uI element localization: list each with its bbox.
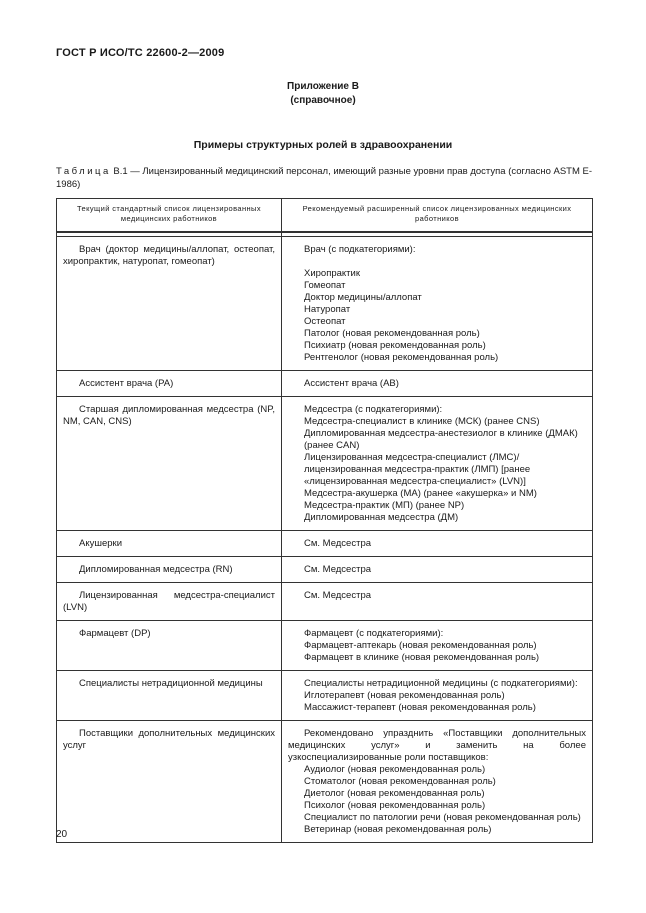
recommended-role-cell — [282, 583, 593, 621]
current-role-cell: Поставщики дополнительных медицинских услуг — [57, 721, 282, 843]
subcategory-item: Психиатр (новая рекомендованная роль) — [304, 340, 486, 351]
recommended-role-cell — [282, 237, 593, 371]
recommended-role-title: Врач (с подкатегориями): — [304, 244, 416, 255]
current-role-cell: Специалисты нетрадиционной медицины — [57, 671, 282, 721]
subcategory-item: Остеопат — [304, 316, 346, 327]
appendix-subtitle: (справочное) — [290, 95, 356, 106]
current-role-cell: Фармацевт (DP) — [57, 621, 282, 671]
caption-text: В.1 — Лицензированный медицинский персонал, имеющий разные уровни прав доступа (согласно ASTM E-1986) — [56, 166, 593, 190]
current-role-cell: Лицензированная медсестра-специалист (LVN) — [57, 583, 282, 621]
subcategory-item: Медсестра-практик (МП) (ранее NP) — [304, 500, 465, 511]
current-role-cell: Дипломированная медсестра (RN) — [57, 557, 282, 583]
table-row — [57, 721, 593, 843]
table-body — [57, 232, 593, 843]
caption-label: Таблица — [56, 166, 111, 177]
subcategory-item: Натуропат — [304, 304, 351, 315]
table-row — [57, 621, 593, 671]
subcategory-item: Аудиолог (новая рекомендованная роль) — [304, 764, 486, 775]
recommended-role-title: См. Медсестра — [304, 564, 372, 575]
table-row — [57, 237, 593, 371]
recommended-role-cell — [282, 621, 593, 671]
subcategory-item: Стоматолог (новая рекомендованная роль) — [304, 776, 496, 787]
recommended-role-cell — [282, 671, 593, 721]
recommended-role-cell — [282, 531, 593, 557]
document-header: ГОСТ Р ИСО/ТС 22600-2—2009 — [56, 47, 225, 59]
appendix-title: Приложение В — [287, 81, 359, 92]
subcategory-item: Дипломированная медсестра-анестезиолог в клинике (ДМАК) (ранее CAN) — [304, 428, 578, 451]
recommended-role-title: Рекомендовано упразднить «Поставщики дополнительных медицинских услуг» и заменить на более узкоспециализированные роли поставщиков: — [288, 728, 586, 763]
recommended-role-cell — [282, 371, 593, 397]
table-caption — [56, 165, 596, 191]
column-header-recommended: Рекомендуемый расширенный список лицензированных медицинских работников — [282, 199, 593, 233]
section-title: Примеры структурных ролей в здравоохранении — [193, 139, 453, 151]
table-row — [57, 531, 593, 557]
subcategory-item: Специалист по патологии речи (новая рекомендованная роль) — [304, 812, 581, 823]
table-row — [57, 557, 593, 583]
table-row — [57, 671, 593, 721]
recommended-role-title: Фармацевт (с подкатегориями): — [304, 628, 444, 639]
table-row — [57, 583, 593, 621]
current-role-cell: Врач (доктор медицины/аллопат, остеопат, хиропрактик, натуропат, гомеопат) — [57, 237, 282, 371]
subcategory-item: Медсестра-акушерка (МА) (ранее «акушерка» и NM) — [304, 488, 537, 499]
table-row — [57, 397, 593, 531]
recommended-role-title: См. Медсестра — [304, 590, 372, 601]
subcategory-item: Ветеринар (новая рекомендованная роль) — [304, 824, 492, 835]
roles-table — [56, 198, 593, 843]
subcategory-item: Доктор медицины/аллопат — [304, 292, 422, 303]
recommended-role-title: Ассистент врача (AB) — [304, 378, 399, 389]
column-header-current: Текущий стандартный список лицензированных медицинских работников — [57, 199, 282, 233]
subcategory-item: Психолог (новая рекомендованная роль) — [304, 800, 486, 811]
subcategory-item: Медсестра-специалист в клинике (МСК) (ранее CNS) — [304, 416, 540, 427]
spacer — [288, 256, 586, 268]
subcategory-item: Фармацевт-аптекарь (новая рекомендованная роль) — [304, 640, 537, 651]
subcategory-item: Фармацевт в клинике (новая рекомендованная роль) — [304, 652, 540, 663]
appendix-heading — [0, 80, 646, 108]
subcategory-item: Гомеопат — [304, 280, 346, 291]
recommended-role-title: Медсестра (с подкатегориями): — [304, 404, 443, 415]
subcategory-item: Дипломированная медсестра (ДМ) — [304, 512, 459, 523]
recommended-role-title: См. Медсестра — [304, 538, 372, 549]
subcategory-item: Массажист-терапевт (новая рекомендованная роль) — [304, 702, 536, 713]
subcategory-item: Иглотерапевт (новая рекомендованная роль) — [304, 690, 505, 701]
table-row — [57, 371, 593, 397]
recommended-role-cell — [282, 397, 593, 531]
subcategory-item: Патолог (новая рекомендованная роль) — [304, 328, 480, 339]
recommended-role-cell — [282, 557, 593, 583]
recommended-role-title: Специалисты нетрадиционной медицины (с подкатегориями): — [304, 678, 578, 689]
current-role-cell: Акушерки — [57, 531, 282, 557]
subcategory-item: Хиропрактик — [304, 268, 360, 279]
current-role-cell: Ассистент врача (PA) — [57, 371, 282, 397]
current-role-cell: Старшая дипломированная медсестра (NP, NM, CAN, CNS) — [57, 397, 282, 531]
subcategory-item: Рентгенолог (новая рекомендованная роль) — [304, 352, 499, 363]
subcategory-item: Диетолог (новая рекомендованная роль) — [304, 788, 485, 799]
recommended-role-cell — [282, 721, 593, 843]
subcategory-item: Лицензированная медсестра-специалист (ЛМС)/лицензированная медсестра-практик (ЛМП) [ранее «лицензированная медсестра-специалист» (LVN)] — [304, 452, 531, 487]
page-number: 20 — [56, 829, 68, 840]
